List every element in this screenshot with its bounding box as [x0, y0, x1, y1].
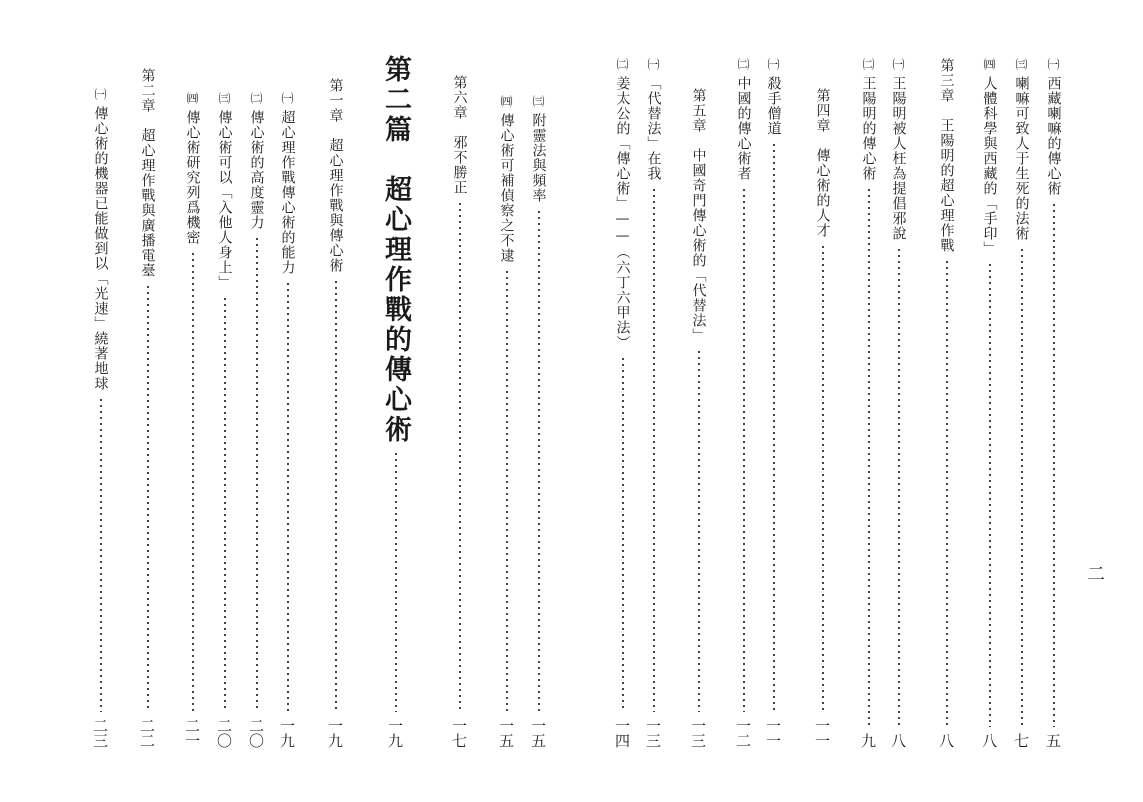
entry-marker: ㈣ [982, 58, 996, 70]
entry-marker: ㈠ [280, 92, 294, 104]
dot-leader [743, 187, 745, 712]
entry-title: 王陽明的傳心術 [860, 76, 877, 181]
toc-entry [325, 78, 346, 748]
entry-marker: ㈣ [499, 95, 513, 107]
dot-leader [1021, 247, 1023, 727]
dot-leader [100, 397, 102, 712]
toc-entry [449, 75, 470, 748]
entry-title: 傳心術的高度靈力 [248, 110, 265, 230]
entry-page: 一三 [644, 718, 662, 748]
chapter-title: 第五章 中國奇門傳心術的「代替法」 [690, 88, 707, 343]
page-number: 二 [1087, 564, 1105, 585]
dot-leader [773, 142, 775, 712]
entry-marker: ㈠ [1046, 58, 1060, 70]
entry-title: 人體科學與西藏的「手印」 [981, 76, 998, 256]
toc-entry [277, 92, 298, 748]
toc-entry [246, 92, 267, 748]
entry-page: 二〇 [247, 718, 265, 748]
entry-title: 傳心術的機器已能做到以「光速」繞著地球 [92, 106, 109, 391]
dot-leader [822, 244, 824, 712]
entry-title: 殺手僧道 [765, 76, 782, 136]
entry-marker: ㈠ [891, 58, 905, 70]
entry-page: 二三 [91, 718, 109, 748]
dot-leader [395, 451, 397, 712]
entry-title: 傳心術可補偵察之不逮 [498, 113, 515, 263]
entry-page: 一九 [386, 718, 404, 748]
dot-leader [147, 284, 149, 712]
entry-marker: ㈠ [93, 88, 107, 100]
toc-entry [763, 58, 784, 748]
entry-page: 九 [859, 733, 877, 748]
toc-entry [858, 58, 879, 748]
entry-marker: ㈢ [531, 95, 545, 107]
entry-marker: ㈠ [766, 58, 780, 70]
dot-leader [256, 236, 258, 712]
toc-entry [733, 58, 754, 748]
dot-leader [538, 209, 540, 712]
chapter-title: 第四章 傳心術的人才 [814, 88, 831, 238]
entry-title: 中國的傳心術者 [735, 76, 752, 181]
entry-page: 二二 [138, 718, 156, 748]
entry-title: 西藏喇嘛的傳心術 [1045, 76, 1062, 196]
entry-page: 七 [1012, 733, 1030, 748]
chapter-title: 第六章 邪不勝正 [451, 75, 468, 195]
dot-leader [287, 281, 289, 712]
dot-leader [868, 187, 870, 727]
entry-title: 姜太公的「傳心術」——（六丁六甲法） [614, 76, 631, 350]
toc-entry [1011, 58, 1032, 748]
entry-page: 一二 [734, 718, 752, 748]
chapter-title: 第二章 超心理作戰與廣播電臺 [139, 68, 156, 278]
entry-page: 一三 [689, 718, 707, 748]
dot-leader [622, 356, 624, 712]
entry-title: 喇嘛可致人于生死的法術 [1013, 76, 1030, 241]
dot-leader [698, 349, 700, 712]
dot-leader [459, 201, 461, 712]
toc-entry [528, 95, 549, 748]
entry-page: 八 [937, 733, 955, 748]
entry-marker: ㈢ [1014, 58, 1028, 70]
entry-marker: ㈣ [185, 92, 199, 104]
entry-page: 一五 [497, 718, 515, 748]
dot-leader [898, 247, 900, 727]
toc-entry [688, 88, 709, 748]
entry-page: 一一 [764, 718, 782, 748]
toc-entry [90, 88, 111, 748]
entry-page: 一一 [813, 718, 831, 748]
chapter-title: 第三章 王陽明的超心理作戰 [938, 58, 955, 253]
entry-page: 一九 [278, 718, 296, 748]
toc-entry [1043, 58, 1064, 748]
entry-title: 傳心術研究列爲機密 [184, 110, 201, 245]
toc-entry [979, 58, 1000, 748]
entry-page: 五 [1044, 733, 1062, 748]
entry-marker: ㈡ [736, 58, 750, 70]
entry-page: 一五 [529, 718, 547, 748]
part-heading [382, 55, 409, 748]
toc-entry [936, 58, 957, 748]
entry-page: 一四 [613, 718, 631, 748]
toc-entry [214, 92, 235, 748]
entry-page: 八 [980, 733, 998, 748]
entry-marker: ㈡ [249, 92, 263, 104]
toc-entry [888, 58, 909, 748]
toc-entry [496, 95, 517, 748]
dot-leader [946, 259, 948, 727]
entry-marker: ㈢ [217, 92, 231, 104]
entry-title: 「代替法」在我 [645, 76, 662, 181]
entry-page: 一九 [326, 718, 344, 748]
toc-entry [137, 68, 158, 748]
entry-marker: ㈡ [861, 58, 875, 70]
dot-leader [192, 251, 194, 712]
toc-entry [612, 58, 633, 748]
entry-marker: ㈡ [615, 58, 629, 70]
entry-title: 傳心術可以「入他人身上」 [216, 110, 233, 290]
entry-page: 二〇 [215, 718, 233, 748]
entry-title: 附靈法與頻率 [530, 113, 547, 203]
entry-page: 一七 [450, 718, 468, 748]
dot-leader [1053, 202, 1055, 727]
entry-marker: ㈠ [646, 58, 660, 70]
dot-leader [506, 269, 508, 712]
toc-entry [812, 88, 833, 748]
entry-title: 王陽明被人枉為提倡邪說 [890, 76, 907, 241]
part-title: 第二篇 超心理作戰的傳心術 [380, 55, 411, 445]
entry-page: 八 [889, 733, 907, 748]
toc-entry [182, 92, 203, 748]
entry-page: 二一 [183, 718, 201, 748]
chapter-title: 第一章 超心理作戰與傳心術 [327, 78, 344, 273]
dot-leader [989, 262, 991, 727]
dot-leader [335, 279, 337, 712]
dot-leader [653, 187, 655, 712]
toc-entry [643, 58, 664, 748]
dot-leader [224, 296, 226, 712]
entry-title: 超心理作戰傳心術的能力 [279, 110, 296, 275]
